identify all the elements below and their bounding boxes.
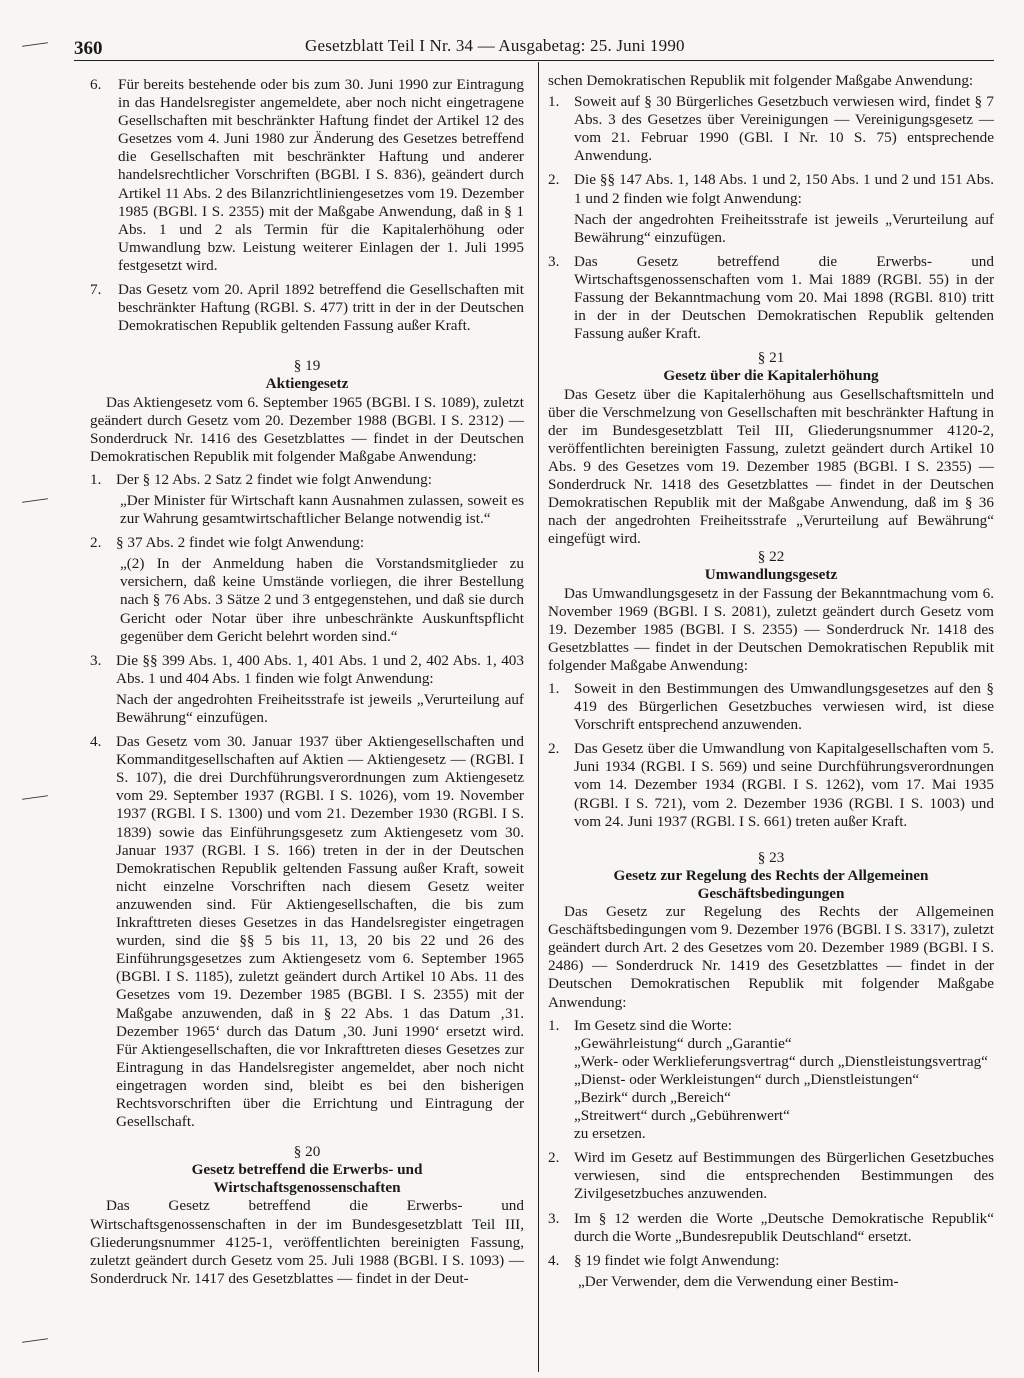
section-title: Aktiengesetz	[265, 375, 349, 393]
item-text: Für bereits bestehende oder bis zum 30. Juni 1990 zur Eintragung in das Handelsregister angemeldete, aber noch nicht eingetragene Gesellschaften mit beschränkter Haftung findet der Artikel 12 des Gesetzes vom 4. Juni 1980 zur Änderung des Gesetzes betreffend die Gesellschaften mit beschränkter Haftung und anderer handelsrechtlicher Vorschriften (BGBl. I S. 836), geändert durch Artikel 11 Abs. 2 des Bilanzrichtliniengesetzes vom 19. Dezember 1985 (BGBl. I S. 2355) mit der Maßgabe Anwendung, daß in § 1 Abs. 1 und 2 als Termin für die Kapitalerhöhung oder Umwandlung bzw. Leistung weiterer Einlagen der 1. Juli 1995 festgesetzt wird.	[118, 76, 524, 274]
item-number: 1.	[548, 680, 560, 697]
column-rule	[538, 62, 539, 1372]
list-item	[90, 733, 524, 1131]
item-text: Im Gesetz sind die Worte:	[574, 1016, 732, 1034]
list-item	[548, 93, 994, 165]
list-item	[548, 1017, 994, 1144]
item-number: 1.	[548, 93, 560, 111]
right-column	[548, 72, 994, 1297]
section-number: § 22	[757, 548, 785, 566]
section-intro: Das Gesetz zur Regelung des Rechts der Allgemeinen Geschäftsbedingungen vom 9. Dezember 1976 (BGBl. I S. 3317), zuletzt geändert durch Art. 2 des Gesetzes vom 20. Dezember 1989 (BGBl. I S. 2486) — Sonderdruck Nr. 1419 des Gesetzblattes — findet in der Deutschen Demokratischen Republik mit folgender Maßgabe Anwendung:	[548, 903, 994, 1011]
item-text: Die §§ 399 Abs. 1, 400 Abs. 1, 401 Abs. 1 und 2, 402 Abs. 1, 403 Abs. 1 und 404 Abs. 1 finden wie folgt Anwendung:	[116, 651, 524, 687]
item-text: Wird im Gesetz auf Bestimmungen des Bürgerlichen Gesetzbuches verwiesen, sind die entsprechenden Bestimmungen des Zivilgesetzbuches anzuwenden.	[574, 1149, 994, 1203]
margin-mark	[22, 1338, 48, 1343]
word-replacement: „Werk- oder Werklieferungsvertrag“ durch „Dienstleistungsvertrag“	[574, 1052, 988, 1070]
list-item	[90, 76, 524, 275]
item-number: 3.	[90, 651, 102, 669]
section-intro: Das Gesetz betreffend die Erwerbs- und Wirtschaftsgenossenschaften in der im Bundesgesetzblatt Teil III, Gliederungsnummer 4125-1, veröffentlichten bereinigten Fassung, zuletzt geändert durch Gesetz vom 25. Juli 1988 (BGBl. I S. 1093) — Sonderdruck Nr. 1417 des Gesetzblattes — findet in der Deut-	[90, 1197, 524, 1287]
word-replacement: „Dienst- oder Werkleistungen“ durch „Dienstleistungen“	[574, 1070, 920, 1088]
item-text: Die §§ 147 Abs. 1, 148 Abs. 1 und 2, 150 Abs. 1 und 2 und 151 Abs. 1 und 2 finden wie folgt Anwendung:	[574, 171, 994, 207]
item-number: 3.	[548, 252, 560, 270]
section-intro: Das Umwandlungsgesetz in der Fassung der Bekanntmachung vom 6. November 1969 (BGBl. I S. 2081), zuletzt geändert durch Gesetz vom 19. Dezember 1985 (BGBl. I S. 2355) — Sonderdruck Nr. 1418 des Gesetzblattes — findet in der Deutschen Demokratischen Republik mit folgender Maßgabe Anwendung:	[548, 584, 994, 674]
section-title: Geschäftsbedingungen	[697, 884, 845, 902]
item-text: Soweit in den Bestimmungen des Umwandlungsgesetzes auf den § 419 des Bürgerlichen Gesetzbuches verwiesen wird, ist diese Vorschrift entsprechend anzuwenden.	[574, 680, 994, 734]
continued-text: schen Demokratischen Republik mit folgender Maßgabe Anwendung:	[548, 72, 974, 89]
item-number: 2.	[548, 1149, 560, 1167]
section-intro: Das Gesetz über die Kapitalerhöhung aus Gesellschaftsmitteln und über die Verschmelzung von Gesellschaften mit beschränkter Haftung in der im Bundesgesetzblatt Teil III, Gliederungsnummer 4120-2, veröffentlichten bereinigten Fassung, zuletzt geändert durch Artikel 10 Abs. 9 des Gesetzes vom 19. Dezember 1985 (BGBl. I S. 2355) — Sonderdruck Nr. 1418 des Gesetzblattes — findet in der Deutschen Demokratischen Republik mit der Maßgabe Anwendung, daß im § 36 nach der angedrohten Freiheitsstrafe „Verurteilung auf Bewährung“ eingefügt wird.	[548, 385, 994, 548]
item-text: Im § 12 werden die Worte „Deutsche Demokratische Republik“ durch die Worte „Bundesrepublik Deutschland“ ersetzt.	[574, 1209, 994, 1245]
header-title: Gesetzblatt Teil I Nr. 34 — Ausgabetag: 25. Juni 1990	[305, 36, 685, 55]
list-item	[548, 680, 994, 734]
item-text: Das Gesetz betreffend die Erwerbs- und Wirtschaftsgenossenschaften vom 1. Mai 1889 (RGBl. 55) in der Fassung der Bekanntmachung vom 20. Mai 1898 (RGBl. 810) tritt in der in der Deutschen Demokratischen Republik geltenden Fassung außer Kraft.	[574, 252, 994, 343]
section-number: § 20	[293, 1143, 321, 1161]
item-number: 4.	[548, 1251, 560, 1269]
item-number: 2.	[90, 534, 102, 552]
item-number: 3.	[548, 1209, 560, 1227]
item-number: 6.	[90, 76, 102, 93]
item-text: Soweit auf § 30 Bürgerliches Gesetzbuch verwiesen wird, findet § 7 Abs. 3 des Gesetzes über Vereinigungen — Vereinigungsgesetz — vom 21. Februar 1990 (GBl. I Nr. 10 S. 75) entsprechende Anwendung.	[574, 93, 994, 165]
margin-mark	[22, 498, 48, 503]
item-quote: Nach der angedrohten Freiheitsstrafe ist jeweils „Verurteilung auf Bewährung“ einzufügen.	[116, 690, 524, 726]
list-item	[90, 534, 524, 646]
left-column	[90, 76, 524, 1288]
item-number: 1.	[90, 470, 102, 488]
list-item	[548, 171, 994, 246]
item-quote: „Der Verwender, dem die Verwendung einer Bestim-	[578, 1272, 899, 1290]
item-quote: „Der Minister für Wirtschaft kann Ausnahmen zulassen, soweit es zur Wahrung gesamtwirtschaftlicher Belange notwendig ist.“	[120, 491, 524, 528]
item-quote: Nach der angedrohten Freiheitsstrafe ist jeweils „Verurteilung auf Bewährung“ einzufügen.	[574, 210, 994, 246]
item-text: Das Gesetz über die Umwandlung von Kapitalgesellschaften vom 5. Juni 1934 (RGBl. I S. 569) und seine Durchführungsverordnungen vom 14. Dezember 1934 (RGBl. I S. 1262), vom 17. Mai 1935 (RGBl. I S. 721), vom 2. Dezember 1936 (RGBl. I S. 1003) und vom 24. Juni 1937 (RGBl. I S. 661) treten außer Kraft.	[574, 740, 994, 830]
list-item	[90, 471, 524, 528]
margin-mark	[22, 795, 48, 800]
item-number: 7.	[90, 281, 102, 299]
margin-mark	[22, 42, 48, 47]
list-item	[548, 1210, 994, 1246]
item-text: Das Gesetz vom 20. April 1892 betreffend die Gesellschaften mit beschränkter Haftung (RGBl. S. 477) tritt in der in der Deutschen Demokratischen Republik geltenden Fassung außer Kraft.	[118, 281, 524, 335]
page-number: 360	[74, 38, 103, 59]
section-title: Gesetz betreffend die Erwerbs- und	[191, 1161, 423, 1179]
item-number: 2.	[548, 740, 560, 758]
list-item	[90, 281, 524, 335]
item-text: Das Gesetz vom 30. Januar 1937 über Aktiengesellschaften und Kommanditgesellschaften auf Aktien — Aktiengesetz — (RGBl. I S. 107), die drei Durchführungsverordnungen zum Aktiengesetz vom 29. September 1937 (RGBl. I S. 1026), vom 19. November 1937 (RGBl. I S. 1300) und vom 21. Dezember 1930 (RGBl. I S. 1839) sowie das Einführungsgesetz zum Aktiengesetz vom 30. Januar 1937 (RGBl. I S. 166) treten in der in der Deutschen Demokratischen Republik geltenden Fassung außer Kraft, soweit nicht einzelne Vorschriften nach diesem Gesetz weiter anzuwenden sind. Für Aktiengesellschaften, die bis zum Inkrafttreten dieses Gesetzes in das Handelsregister eingetragen wurden, sind die §§ 5 bis 11, 13, 20 bis 22 und 26 des Einführungsgesetzes zum Aktiengesetz vom 6. September 1965 (BGBl. I S. 1185), zuletzt geändert durch Artikel 10 Abs. 11 des Gesetzes vom 19. Dezember 1985 (BGBl. I S. 2355) mit der Maßgabe anzuwenden, daß in § 22 Abs. 1 das Datum ‚31. Dezember 1965‘ durch das Datum ‚30. Juni 1990‘ ersetzt wird. Für Aktiengesellschaften, die vor Inkrafttreten dieses Gesetzes zur Eintragung in das Handelsregister angemeldet, aber noch nicht eingetragen worden sind, bleibt es bei den bisherigen Rechtsvorschriften über die Errichtung und Eintragung der Gesellschaft.	[116, 733, 524, 1131]
item-number: 4.	[90, 733, 102, 751]
section-title: Umwandlungsgesetz	[704, 566, 838, 584]
word-replacement: „Bezirk“ durch „Bereich“	[574, 1088, 731, 1106]
item-number: 1.	[548, 1016, 560, 1034]
word-replacement: „Gewährleistung“ durch „Garantie“	[574, 1034, 792, 1052]
list-item	[548, 1252, 994, 1291]
section-number: § 23	[757, 848, 785, 866]
word-replacement: „Streitwert“ durch „Gebührenwert“	[574, 1107, 790, 1125]
section-number: § 21	[757, 349, 785, 367]
list-item	[90, 652, 524, 727]
item-number: 2.	[548, 171, 560, 189]
list-item	[548, 740, 994, 830]
list-item	[548, 253, 994, 343]
word-replacement: zu ersetzen.	[574, 1125, 646, 1143]
item-text: § 37 Abs. 2 findet wie folgt Anwendung:	[116, 534, 365, 552]
item-text: § 19 findet wie folgt Anwendung:	[574, 1251, 780, 1269]
section-title: Wirtschaftsgenossenschaften	[213, 1179, 401, 1197]
header-rule	[74, 60, 994, 61]
section-number: § 19	[293, 357, 321, 375]
list-item	[548, 1149, 994, 1203]
section-title: Gesetz zur Regelung des Rechts der Allgemeinen	[613, 866, 929, 884]
item-quote: „(2) In der Anmeldung haben die Vorstandsmitglieder zu versichern, daß keine Umstände vorliegen, die ihrer Bestellung nach § 76 Abs. 3 Sätze 2 und 3 entgegenstehen, und daß sie durch Gericht oder Notar über ihre unbeschränkte Auskunftspflicht gegenüber dem Gericht belehrt worden sind.“	[120, 555, 524, 645]
item-text: Der § 12 Abs. 2 Satz 2 findet wie folgt Anwendung:	[116, 470, 432, 488]
section-title: Gesetz über die Kapitalerhöhung	[663, 367, 879, 385]
section-intro: Das Aktiengesetz vom 6. September 1965 (BGBl. I S. 1089), zuletzt geändert durch Gesetz vom 20. Dezember 1988 (BGBl. I S. 2312) — Sonderdruck Nr. 1416 des Gesetzblattes — findet in der Deutschen Demokratischen Republik mit folgender Maßgabe Anwendung:	[90, 393, 524, 465]
